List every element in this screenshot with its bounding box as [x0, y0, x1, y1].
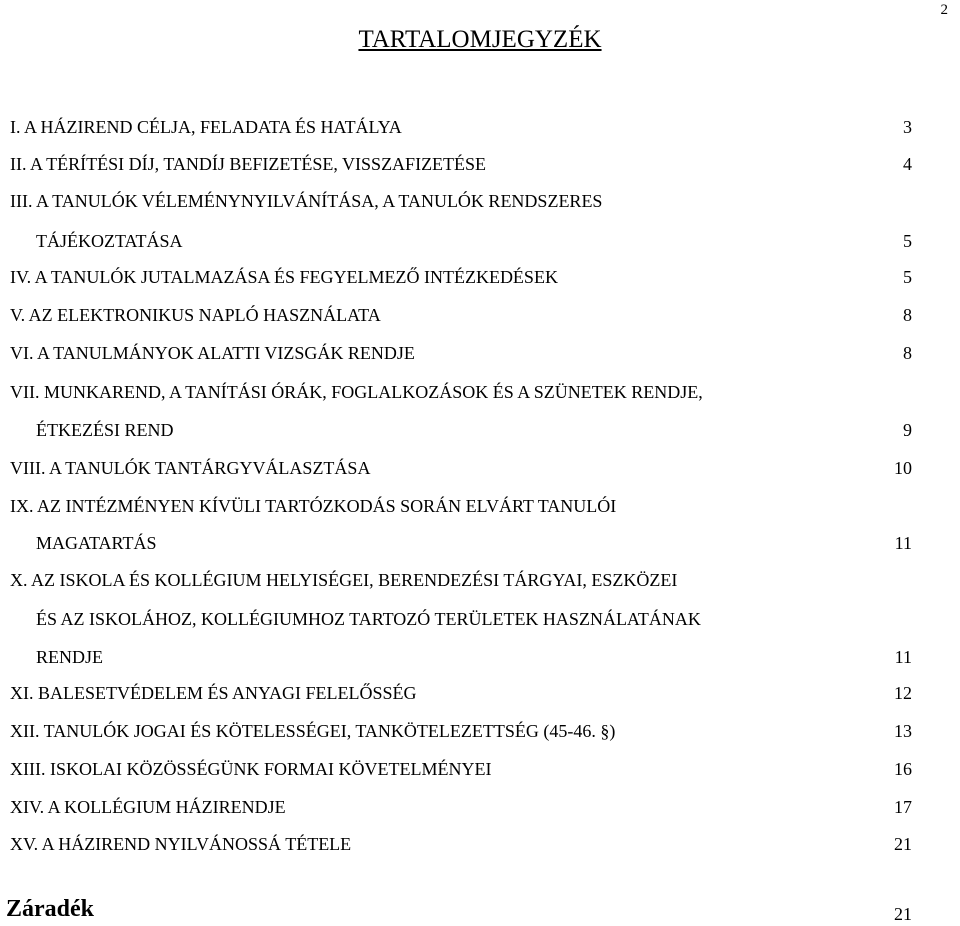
toc-entry-text: XI. BALESETVÉDELEM ÉS ANYAGI FELELŐSSÉG — [10, 683, 417, 703]
toc-entry-text: XIII. ISKOLAI KÖZÖSSÉGÜNK FORMAI KÖVETELMÉNYEI — [10, 759, 492, 779]
toc-entry[interactable] — [0, 267, 960, 293]
toc-entry[interactable] — [0, 683, 960, 709]
toc-entry-page: 17 — [894, 797, 912, 817]
toc-entry-text: II. A TÉRÍTÉSI DÍJ, TANDÍJ BEFIZETÉSE, VISSZAFIZETÉSE — [10, 154, 487, 174]
toc-entry[interactable] — [0, 797, 960, 823]
toc-entry[interactable] — [0, 533, 960, 559]
toc-entry-page: 16 — [894, 759, 912, 779]
toc-entry[interactable] — [0, 382, 960, 408]
toc-entry-page: 3 — [903, 117, 912, 137]
toc-entry[interactable] — [0, 191, 960, 217]
toc-entry-text: VI. A TANULMÁNYOK ALATTI VIZSGÁK RENDJE — [10, 343, 415, 363]
toc-entry[interactable] — [0, 305, 960, 331]
toc-entry-page: 8 — [903, 343, 912, 363]
toc-entry-page: 11 — [894, 647, 912, 667]
toc-entry-page: 9 — [903, 420, 912, 440]
toc-entry[interactable] — [0, 721, 960, 747]
toc-entry[interactable] — [0, 343, 960, 369]
toc-entry-page: 5 — [903, 267, 912, 287]
toc-entry[interactable] — [0, 609, 960, 635]
toc-entry-text: ÉS AZ ISKOLÁHOZ, KOLLÉGIUMHOZ TARTOZÓ TERÜLETEK HASZNÁLATÁNAK — [36, 609, 701, 629]
toc-entry-page: 10 — [894, 458, 912, 478]
toc-entry[interactable] — [0, 834, 960, 860]
toc-entry-text: V. AZ ELEKTRONIKUS NAPLÓ HASZNÁLATA — [10, 305, 381, 325]
toc-entry-page: 8 — [903, 305, 912, 325]
toc-entry-text: VIII. A TANULÓK TANTÁRGYVÁLASZTÁSA — [10, 458, 371, 478]
page-title: TARTALOMJEGYZÉK — [358, 26, 602, 53]
toc-entry-text: IX. AZ INTÉZMÉNYEN KÍVÜLI TARTÓZKODÁS SORÁN ELVÁRT TANULÓI — [10, 496, 617, 516]
toc-entry-text: XV. A HÁZIREND NYILVÁNOSSÁ TÉTELE — [10, 834, 352, 854]
toc-entry-page: 5 — [903, 231, 912, 251]
toc-entry-text: Záradék — [6, 896, 95, 922]
toc-entry-text: MAGATARTÁS — [36, 533, 157, 553]
toc-entry-text: X. AZ ISKOLA ÉS KOLLÉGIUM HELYISÉGEI, BERENDEZÉSI TÁRGYAI, ESZKÖZEI — [10, 570, 678, 590]
toc-entry-zaradek[interactable] — [0, 896, 960, 926]
toc-entry-text: VII. MUNKAREND, A TANÍTÁSI ÓRÁK, FOGLALKOZÁSOK ÉS A SZÜNETEK RENDJE, — [10, 382, 703, 402]
toc-entry-page: 13 — [894, 721, 912, 741]
toc-entry-page: 21 — [894, 904, 912, 924]
toc-entry-text: RENDJE — [36, 647, 103, 667]
toc-entry-text: TÁJÉKOZTATÁSA — [36, 231, 183, 251]
toc-entry-text: III. A TANULÓK VÉLEMÉNYNYILVÁNÍTÁSA, A TANULÓK RENDSZERES — [10, 191, 603, 211]
toc-entry-text: XIV. A KOLLÉGIUM HÁZIRENDJE — [10, 797, 286, 817]
toc-entry-text: ÉTKEZÉSI REND — [36, 420, 174, 440]
toc-entry-page: 12 — [894, 683, 912, 703]
toc-entry[interactable] — [0, 117, 960, 143]
toc-entry-text: IV. A TANULÓK JUTALMAZÁSA ÉS FEGYELMEZŐ INTÉZKEDÉSEK — [10, 267, 558, 287]
toc-entry[interactable] — [0, 496, 960, 522]
toc-entry[interactable] — [0, 759, 960, 785]
toc-entry[interactable] — [0, 420, 960, 446]
toc-entry-page: 21 — [894, 834, 912, 854]
toc-entry-page: 11 — [894, 533, 912, 553]
toc-entry[interactable] — [0, 154, 960, 180]
toc-entry[interactable] — [0, 570, 960, 596]
page-number: 2 — [940, 2, 948, 18]
toc-entry-text: I. A HÁZIREND CÉLJA, FELADATA ÉS HATÁLYA — [10, 117, 402, 137]
toc-entry[interactable] — [0, 647, 960, 673]
toc-entry-text: XII. TANULÓK JOGAI ÉS KÖTELESSÉGEI, TANKÖTELEZETTSÉG (45-46. §) — [10, 721, 616, 741]
toc-entry[interactable] — [0, 231, 960, 257]
toc-entry-page: 4 — [903, 154, 912, 174]
toc-entry[interactable] — [0, 458, 960, 484]
